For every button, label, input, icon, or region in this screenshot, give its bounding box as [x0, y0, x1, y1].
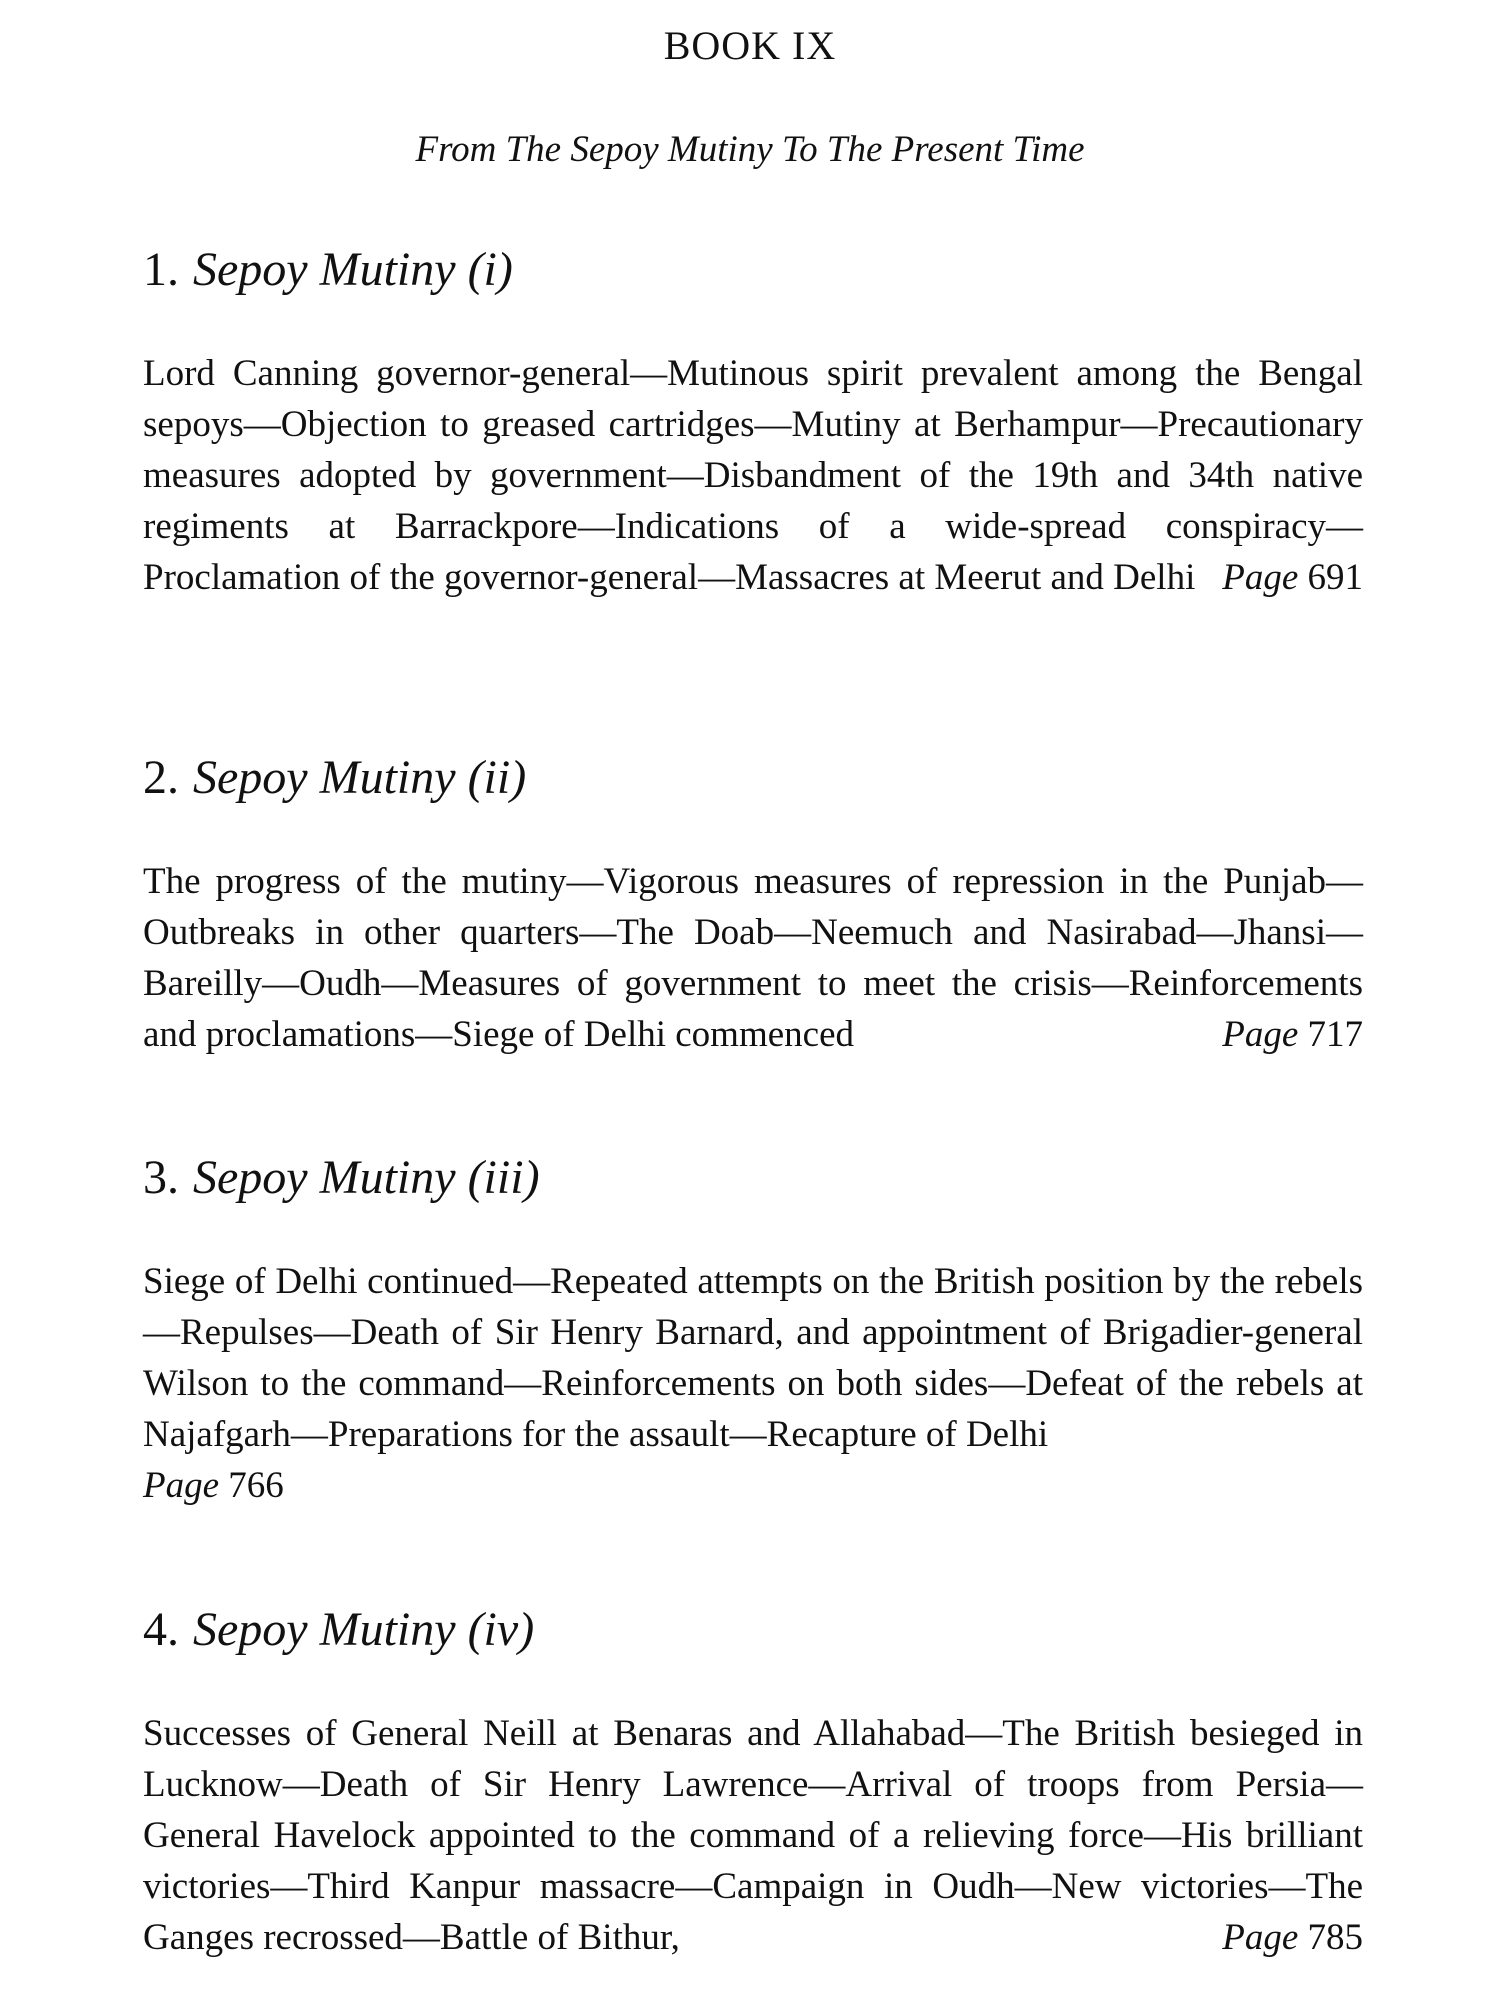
section-number: 3. [143, 1151, 179, 1204]
section-title: Sepoy Mutiny (iii) [193, 1151, 540, 1204]
page-reference [143, 1460, 1363, 1511]
page-label: Page [1222, 557, 1299, 598]
section-heading [143, 1148, 1363, 1208]
section-title: Sepoy Mutiny (i) [193, 243, 513, 296]
section-number: 1. [143, 243, 179, 296]
section-summary-text: Siege of Delhi continued—Repeated attempts on the British position by the rebels—Repulses—Death of Sir Henry Barnard, and appointment of Brigadier-general Wilson to the command—Reinforcements on both sides—Defeat of the rebels at Najafgarh—Preparations for the assault—Recapture of Delhi [143, 1261, 1363, 1455]
page-label: Page [1222, 1917, 1299, 1958]
section-number: 4. [143, 1603, 179, 1656]
section-title: Sepoy Mutiny (ii) [193, 751, 527, 804]
page-label: Page [143, 1465, 220, 1506]
page-label: Page [1222, 1014, 1299, 1055]
page-number: 717 [1307, 1014, 1363, 1055]
section-summary [143, 348, 1363, 603]
section-summary [143, 1708, 1363, 1963]
page-reference [1222, 552, 1363, 603]
section-heading [143, 748, 1363, 808]
contents-section [143, 240, 1363, 603]
book-subtitle: From The Sepoy Mutiny To The Present Time [415, 129, 1085, 170]
section-heading [143, 240, 1363, 300]
section-heading [143, 1600, 1363, 1660]
contents-section [143, 1600, 1363, 1963]
page-reference [1222, 1912, 1363, 1963]
contents-section [143, 1148, 1363, 1511]
page-number: 691 [1307, 557, 1363, 598]
section-summary-text: Successes of General Neill at Benaras and Allahabad—The British besieged in Lucknow—Death of Sir Henry Lawrence—Arrival of troops from Persia—General Havelock appointed to the command of a relieving force—His brilliant victories—Third Kanpur massacre—Campaign in Oudh—New victories—The Ganges recrossed—Battle of Bithur, [143, 1713, 1363, 1958]
section-summary [143, 856, 1363, 1060]
section-summary-text: Lord Canning governor-general—Mutinous spirit prevalent among the Bengal sepoys—Objection to greased cartridges—Mutiny at Berhampur—Precautionary measures adopted by government—Disbandment of the 19th and 34th native regiments at Barrackpore—Indications of a wide-spread conspiracy—Proclamation of the governor-general—Massacres at Meerut and Delhi [143, 353, 1363, 598]
section-number: 2. [143, 751, 179, 804]
contents-section [143, 748, 1363, 1060]
page-reference [1222, 1009, 1363, 1060]
book-title: BOOK IX [663, 23, 837, 68]
page-number: 766 [228, 1465, 284, 1506]
page-number: 785 [1307, 1917, 1363, 1958]
section-title: Sepoy Mutiny (iv) [193, 1603, 535, 1656]
section-summary [143, 1256, 1363, 1511]
section-summary-text: The progress of the mutiny—Vigorous measures of repression in the Punjab—Outbreaks in other quarters—The Doab—Neemuch and Nasirabad—Jhansi—Bareilly—Oudh—Measures of government to meet the crisis—Reinforcements and proclamations—Siege of Delhi commenced [143, 861, 1363, 1055]
